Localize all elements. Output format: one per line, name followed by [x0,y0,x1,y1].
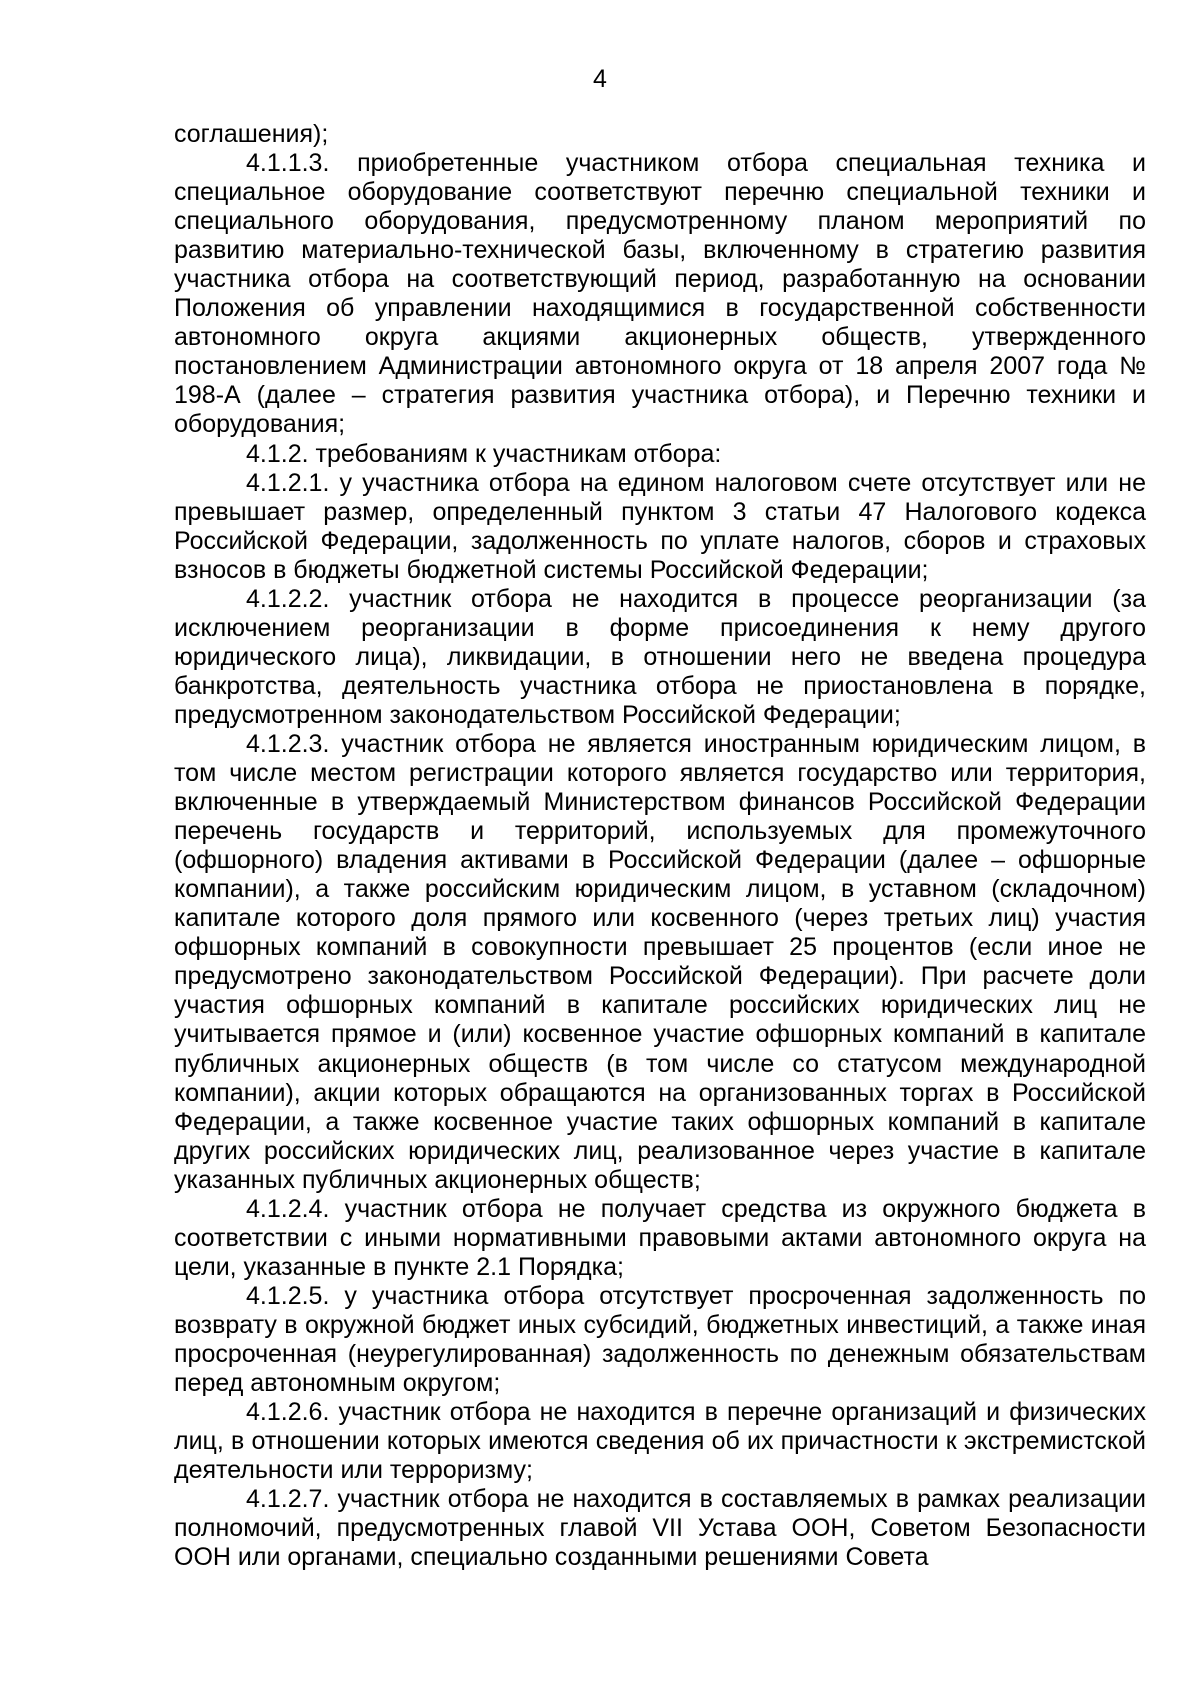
paragraph-4-1-2-2: 4.1.2.2. участник отбора не находится в процессе реорганизации (за исключением реорганизации в форме присоединения к нему другого юридического лица), ликвидации, в отношении него не введена процедура банкротства, деятельность участника отбора не приостановлена в порядке, предусмотренном законодательством Российской Федерации; [174,584,1146,729]
paragraph-4-1-2-4: 4.1.2.4. участник отбора не получает средства из окружного бюджета в соответствии с иными нормативными правовыми актами автономного округа на цели, указанные в пункте 2.1 Порядка; [174,1194,1146,1281]
paragraph-4-1-2-5: 4.1.2.5. у участника отбора отсутствует просроченная задолженность по возврату в окружной бюджет иных субсидий, бюджетных инвестиций, а также иная просроченная (неурегулированная) задолженность по денежным обязательствам перед автономным округом; [174,1281,1146,1398]
paragraph-4-1-2-1: 4.1.2.1. у участника отбора на едином налоговом счете отсутствует или не превышает размер, определенный пунктом 3 статьи 47 Налогового кодекса Российской Федерации, задолженность по уплате налогов, сборов и страховых взносов в бюджеты бюджетной системы Российской Федерации; [174,468,1146,584]
page-number: 4 [593,65,607,93]
paragraph-continuation: соглашения); [174,120,329,148]
paragraph-4-1-1-3: 4.1.1.3. приобретенные участником отбора специальная техника и специальное оборудование соответствуют перечню специальной техники и специального оборудования, предусмотренному планом мероприятий по развитию материально-технической базы, включенному в стратегию развития участника отбора на соответствующий период, разработанную на основании Положения об управлении находящимися в государственной собственности автономного округа акциями акционерных обществ, утвержденного постановлением Администрации автономного округа от 18 апреля 2007 года № 198-А (далее – стратегия развития участника отбора), и Перечню техники и оборудования; [174,149,1146,439]
paragraph-4-1-2: 4.1.2. требованиям к участникам отбора: [246,439,722,468]
document-body [174,120,1146,1572]
paragraph-4-1-2-3: 4.1.2.3. участник отбора не является иностранным юридическим лицом, в том числе местом регистрации которого является государство или территория, включенные в утверждаемый Министерством финансов Российской Федерации перечень государств и территорий, используемых для промежуточного (офшорного) владения активами в Российской Федерации (далее – офшорные компании), а также российским юридическим лицом, в уставном (складочном) капитале которого доля прямого или косвенного (через третьих лиц) участия офшорных компаний в совокупности превышает 25 процентов (если иное не предусмотрено законодательством Российской Федерации). При расчете доли участия офшорных компаний в капитале российских юридических лиц не учитывается прямое и (или) косвенное участие офшорных компаний в капитале публичных акционерных обществ (в том числе со статусом международной компании), акции которых обращаются на организованных торгах в Российской Федерации, а также косвенное участие таких офшорных компаний в капитале других российских юридических лиц, реализованное через участие в капитале указанных публичных акционерных обществ; [174,729,1146,1194]
paragraph-4-1-2-7: 4.1.2.7. участник отбора не находится в составляемых в рамках реализации полномочий, предусмотренных главой VII Устава ООН, Советом Безопасности ООН или органами, специально созданными решениями Совета [174,1485,1146,1572]
paragraph-4-1-2-6: 4.1.2.6. участник отбора не находится в перечне организаций и физических лиц, в отношении которых имеются сведения об их причастности к экстремистской деятельности или терроризму; [174,1398,1146,1485]
